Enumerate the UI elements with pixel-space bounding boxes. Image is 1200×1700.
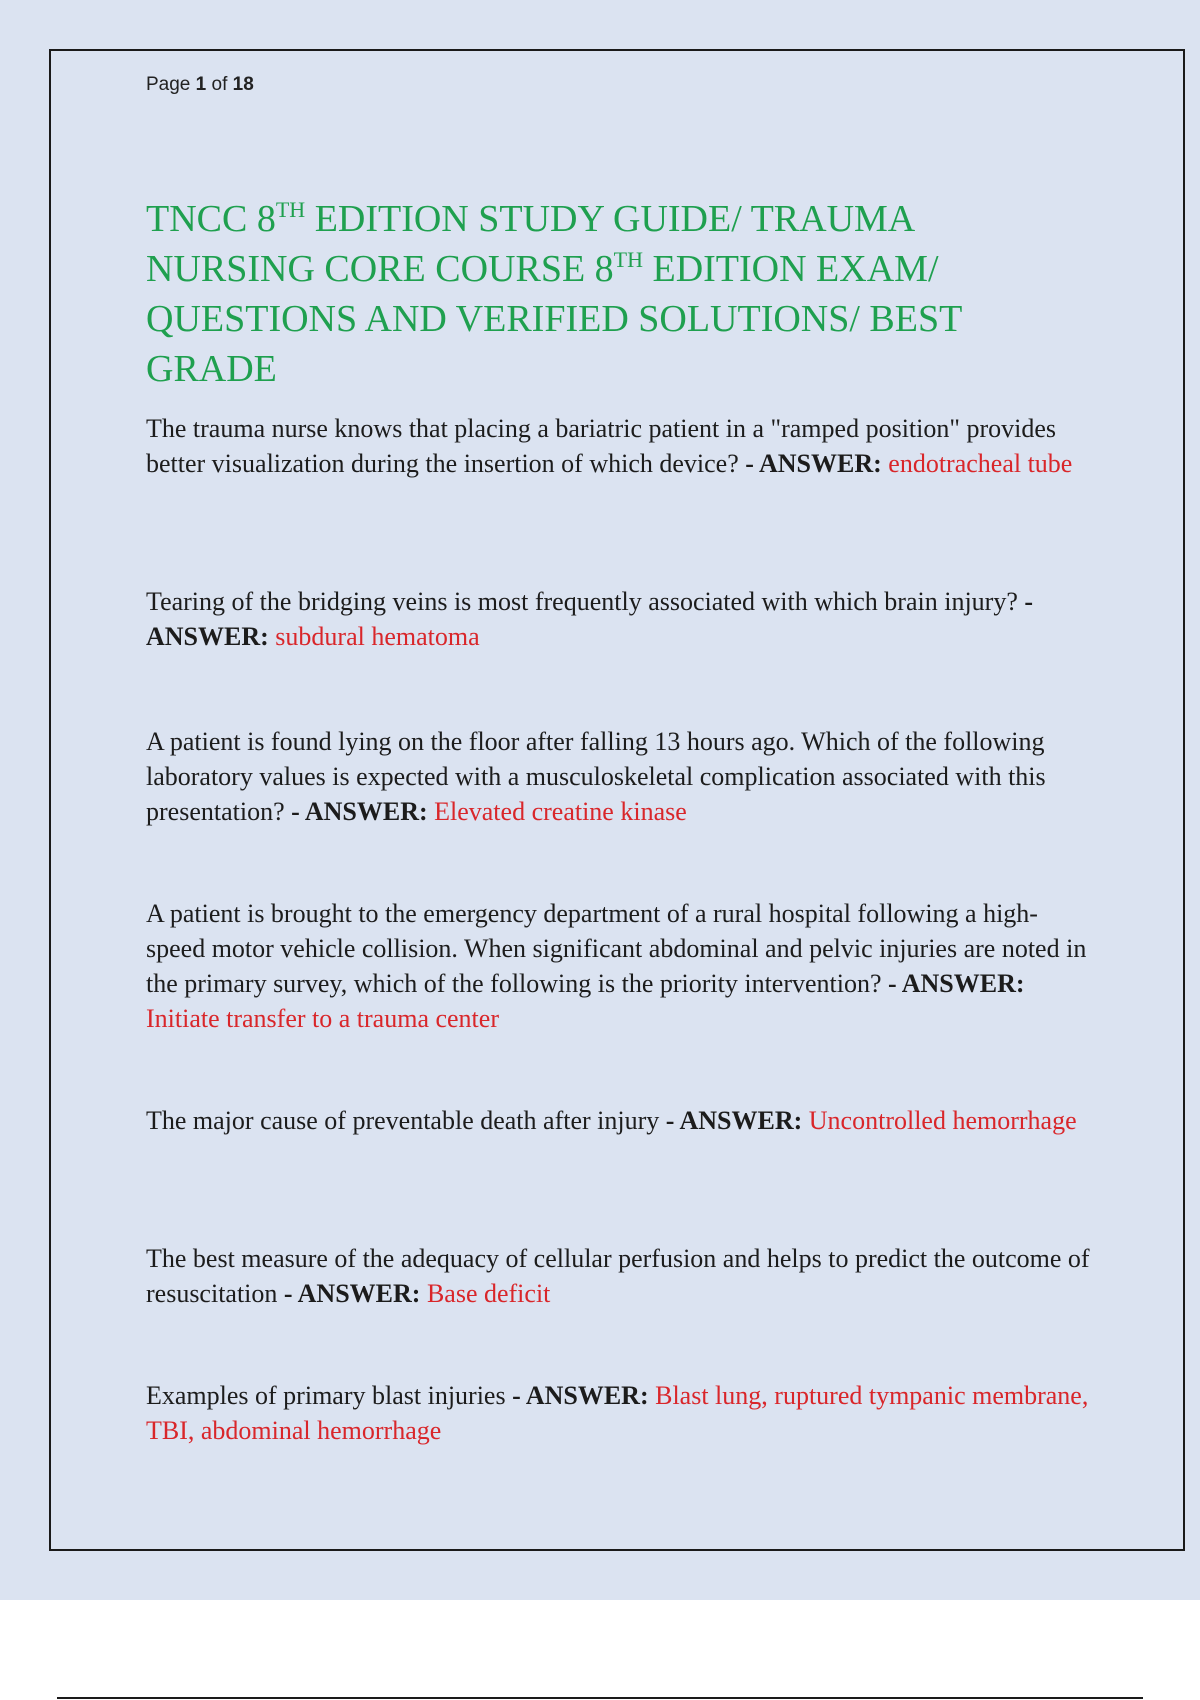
title-part-2: EDITION STUDY GUIDE/ TRAUMA NURSING CORE COURSE 8 bbox=[146, 198, 914, 290]
page-number bbox=[146, 74, 254, 96]
question-text: The trauma nurse knows that placing a bariatric patient in a "ramped position" provides better visualization during the insertion of which device? bbox=[146, 414, 1057, 478]
question-text: Examples of primary blast injuries bbox=[146, 1381, 506, 1410]
answer-label: - ANSWER: bbox=[665, 1106, 803, 1135]
answer-label: - ANSWER: bbox=[512, 1381, 649, 1410]
question-text: The major cause of preventable death after injury bbox=[146, 1106, 660, 1135]
answer-label: - ANSWER: bbox=[888, 969, 1025, 998]
title-superscript-1: TH bbox=[275, 197, 306, 222]
qa-item bbox=[146, 724, 1096, 829]
qa-item bbox=[146, 1378, 1096, 1448]
title-part-1: TNCC 8 bbox=[146, 198, 276, 240]
page-of-word: of bbox=[211, 74, 228, 95]
qa-item bbox=[146, 411, 1096, 481]
question-text: Tearing of the bridging veins is most frequently associated with which brain injury? bbox=[146, 587, 1018, 616]
answer-text: subdural hematoma bbox=[275, 622, 480, 651]
answer-text: Base deficit bbox=[426, 1279, 551, 1308]
title-part-3: EDITION EXAM/ QUESTIONS AND VERIFIED SOLUTIONS/ BEST GRADE bbox=[146, 248, 962, 390]
question-text: A patient is brought to the emergency department of a rural hospital following a high-speed motor vehicle collision. When significant abdominal and pelvic injuries are noted in the primary survey, which of the following is the priority intervention? bbox=[146, 899, 1087, 998]
page-label: Page bbox=[146, 74, 191, 95]
qa-item bbox=[146, 896, 1096, 1036]
document-title bbox=[146, 194, 1076, 394]
answer-label: - ANSWER: bbox=[745, 449, 882, 478]
answer-label: - ANSWER: bbox=[283, 1279, 421, 1308]
answer-text: Blast lung, ruptured tympanic membrane, TBI, abdominal hemorrhage bbox=[146, 1381, 1089, 1445]
question-text: A patient is found lying on the floor after falling 13 hours ago. Which of the following laboratory values is expected with a musculoskeletal complication associated with this presentation? bbox=[146, 727, 1046, 826]
answer-label: - ANSWER: bbox=[291, 797, 428, 826]
answer-label: - ANSWER: bbox=[146, 587, 1034, 651]
answer-text: endotracheal tube bbox=[888, 449, 1073, 478]
total-pages: 18 bbox=[232, 74, 254, 95]
answer-text: Uncontrolled hemorrhage bbox=[808, 1106, 1077, 1135]
qa-item bbox=[146, 584, 1096, 654]
qa-item bbox=[146, 1103, 1096, 1138]
current-page: 1 bbox=[195, 74, 207, 95]
answer-text: Elevated creatine kinase bbox=[434, 797, 687, 826]
qa-item bbox=[146, 1241, 1096, 1311]
question-text: The best measure of the adequacy of cellular perfusion and helps to predict the outcome of resuscitation bbox=[146, 1244, 1090, 1308]
answer-text: Initiate transfer to a trauma center bbox=[146, 1004, 499, 1033]
title-superscript-2: TH bbox=[613, 247, 643, 272]
footer-rule bbox=[57, 1697, 1143, 1699]
